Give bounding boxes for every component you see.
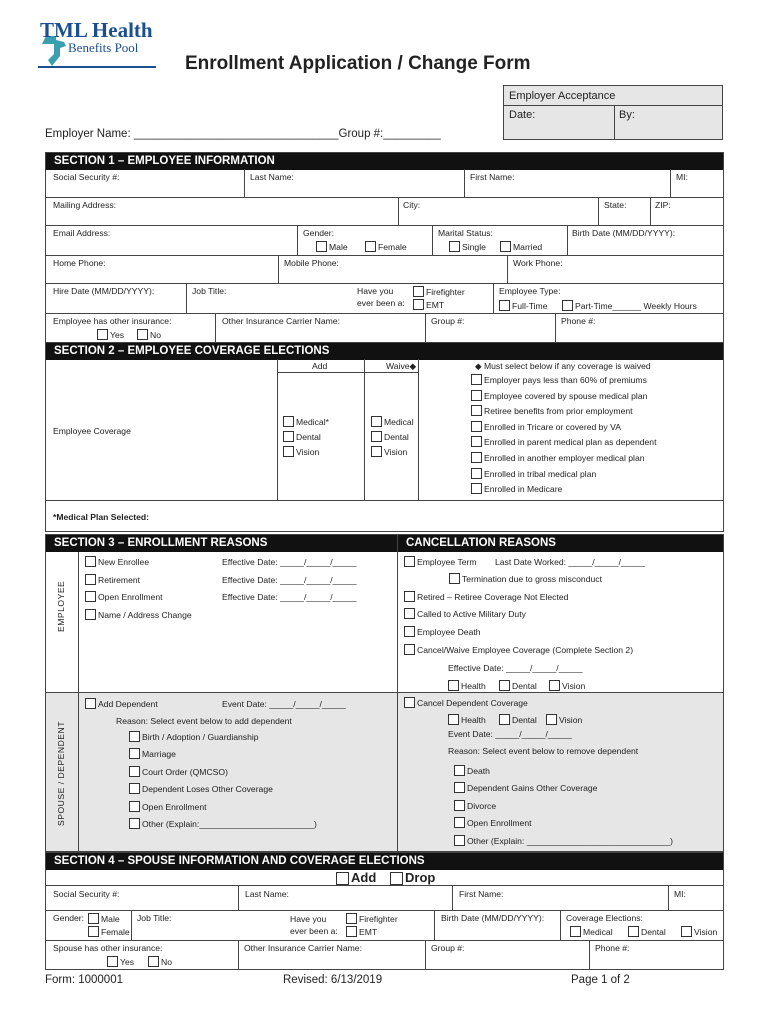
spouse-mi-label[interactable]: MI: [674,889,686,899]
male-checkbox[interactable] [316,241,327,252]
ever-been-label: ever been a: [357,298,405,308]
married-option[interactable]: Married [500,241,542,252]
enroll-reason-option[interactable] [85,574,140,585]
spouse-gender-label: Gender: [53,913,85,923]
add-coverage-option[interactable] [283,416,329,427]
enroll-reason-label: New Enrollee [98,557,150,567]
dep-health-option[interactable]: Health [448,714,486,725]
male-option[interactable]: Male [316,241,348,252]
no-checkbox[interactable] [137,329,148,340]
retired-checkbox[interactable] [404,591,415,602]
single-checkbox[interactable] [449,241,460,252]
enroll-reason-option[interactable] [85,609,192,620]
spouse-other-ins-label: Spouse has other insurance: [53,943,163,953]
part-time-option[interactable]: Part-Time______ Weekly Hours [562,300,697,311]
spouse-job-label[interactable]: Job Title: [137,913,172,923]
spouse-emt-option[interactable]: EMT [346,926,377,937]
add-event-checkbox[interactable] [129,766,140,777]
cancel-dependent-option[interactable]: Cancel Dependent Coverage [404,697,528,708]
last-name-label[interactable]: Last Name: [250,172,294,182]
section3-title: SECTION 3 – ENROLLMENT REASONS [46,535,398,552]
effective-date-field[interactable]: Effective Date: _____/_____/_____ [222,557,357,567]
married-checkbox[interactable] [500,241,511,252]
spouse-drop-option[interactable]: Drop [390,870,435,885]
add-event-checkbox[interactable] [129,748,140,759]
emt-option[interactable]: EMT [413,299,444,310]
waive-reason-checkbox[interactable] [471,405,482,416]
waive-reason-checkbox[interactable] [471,483,482,494]
waive-reason-option[interactable] [471,483,562,494]
remove-event-label: Death [467,766,490,776]
firefighter-checkbox[interactable] [413,286,424,297]
spouse-dependent-vertical-label: SPOUSE / DEPENDENT [56,721,66,826]
section2-title: SECTION 2 – EMPLOYEE COVERAGE ELECTIONS [46,343,723,360]
remove-event-option[interactable] [454,800,496,811]
add-event-checkbox[interactable] [129,818,140,829]
add-coverage-label: Medical* [296,417,329,427]
add-event-option[interactable] [129,818,317,829]
remove-event-label: Dependent Gains Other Coverage [467,783,598,794]
spouse-yes-checkbox[interactable] [107,956,118,967]
acceptance-by-label[interactable]: By: [619,109,635,121]
enroll-reason-checkbox[interactable] [85,556,96,567]
employee-term-checkbox[interactable] [404,556,415,567]
first-name-label[interactable]: First Name: [470,172,515,182]
waive-reason-label: Enrolled in Medicare [484,484,563,495]
spouse-emt-checkbox[interactable] [346,926,357,937]
mi-label[interactable]: MI: [676,172,688,182]
waive-coverage-label: Dental [384,432,409,442]
effective-date-field[interactable]: Effective Date: _____/_____/_____ [222,574,357,585]
spouse-add-option[interactable]: Add [336,870,376,885]
waive-coverage-checkbox[interactable] [371,416,382,427]
event-date-remove[interactable]: Event Date: _____/_____/_____ [448,729,572,739]
add-dependent-option[interactable]: Add Dependent [85,698,158,709]
page-number: Page 1 of 2 [571,974,630,986]
remove-event-label: Open Enrollment [467,818,532,829]
add-event-checkbox[interactable] [129,801,140,812]
waive-coverage-checkbox[interactable] [371,446,382,457]
phone-label[interactable]: Phone #: [561,316,596,326]
employee-coverage-label: Employee Coverage [53,426,131,436]
spouse-vision-checkbox[interactable] [681,926,692,937]
emt-checkbox[interactable] [413,299,424,310]
ssn-label[interactable]: Social Security #: [53,172,120,182]
dental-checkbox[interactable] [499,680,510,691]
spouse-birth-label[interactable]: Birth Date (MM/DD/YYYY): [441,913,545,923]
city-label[interactable]: City: [403,200,421,210]
enroll-reason-checkbox[interactable] [85,591,96,602]
yes-checkbox[interactable] [97,329,108,340]
waive-coverage-label: Medical [384,417,414,427]
enroll-reason-checkbox[interactable] [85,609,96,620]
health-checkbox[interactable] [448,680,459,691]
spouse-female-checkbox[interactable] [88,926,99,937]
spouse-ever-been: ever been a: [290,926,338,936]
military-checkbox[interactable] [404,608,415,619]
remove-event-label: Other (Explain: ______________________________) [467,835,673,846]
waive-reason-label: Employer pays less than 60% of premiums [484,375,647,385]
employee-type-label: Employee Type: [499,286,561,296]
enroll-reason-option[interactable] [85,556,149,567]
cancel-vision-option[interactable]: Vision [549,680,585,691]
add-event-label: Dependent Loses Other Coverage [142,784,273,795]
add-event-option[interactable] [129,748,176,759]
state-label[interactable]: State: [604,200,627,210]
reason-add-label: Reason: Select event below to add dependent [116,716,292,726]
acceptance-title: Employer Acceptance [509,90,616,102]
employer-acceptance-box [503,85,723,140]
employer-name-line[interactable]: Employer Name: ________________________________Group #:_________ [45,128,441,140]
employee-death-checkbox[interactable] [404,626,415,637]
cancel-waive-option[interactable]: Cancel/Waive Employee Coverage (Complete Section 2) [404,644,633,655]
section4-title: SECTION 4 – SPOUSE INFORMATION AND COVERAGE ELECTIONS [46,853,723,870]
firefighter-option[interactable]: Firefighter [413,286,465,297]
spouse-male-option[interactable]: Male [88,913,120,924]
waive-reason-option[interactable] [471,374,647,385]
dep-vision-option[interactable]: Vision [546,714,582,725]
carrier-label[interactable]: Other Insurance Carrier Name: [222,316,340,326]
spouse-vision-option[interactable]: Vision [681,926,717,937]
waive-coverage-option[interactable] [371,416,414,427]
waive-reason-checkbox[interactable] [471,374,482,385]
waive-reason-option[interactable] [471,468,596,479]
add-event-label: Marriage [142,749,176,760]
remove-event-checkbox[interactable] [454,835,465,846]
military-option[interactable]: Called to Active Military Duty [404,608,526,619]
spouse-dental-checkbox[interactable] [628,926,639,937]
cancel-health-option[interactable]: Health [448,680,486,691]
email-label[interactable]: Email Address: [53,228,111,238]
waive-reason-option[interactable] [471,436,656,447]
cancel-dental-option[interactable]: Dental [499,680,537,691]
waive-coverage-checkbox[interactable] [371,431,382,442]
waive-coverage-option[interactable] [371,446,407,457]
add-coverage-label: Dental [296,432,321,442]
waive-coverage-label: Vision [384,447,408,457]
coverage-elections-label: Coverage Elections: [566,913,643,923]
waive-note: ◆ Must select below if any coverage is waived [475,361,651,371]
full-time-option[interactable]: Full-Time [499,300,548,311]
effective-date-field[interactable]: Effective Date: _____/_____/_____ [222,592,357,602]
waive-reason-checkbox[interactable] [471,421,482,432]
logo-line2: Benefits Pool [68,40,139,55]
add-event-option[interactable] [129,783,273,794]
spouse-male-checkbox[interactable] [88,913,99,924]
spouse-medical-checkbox[interactable] [570,926,581,937]
cancel-waive-checkbox[interactable] [404,644,415,655]
waive-reason-label: Retiree benefits from prior employment [484,406,633,417]
cancellation-title: CANCELLATION REASONS [398,535,723,552]
have-you-label: Have you [357,286,394,296]
work-phone-label[interactable]: Work Phone: [513,258,563,268]
enroll-reason-label: Retirement [98,574,141,585]
group-label[interactable]: Group #: [431,316,465,326]
spouse-phone-label[interactable]: Phone #: [595,943,630,953]
remove-event-option[interactable] [454,782,597,793]
waive-reason-option[interactable] [471,421,621,432]
spouse-firefighter-option[interactable]: Firefighter [346,913,398,924]
add-coverage-checkbox[interactable] [283,446,294,457]
gross-misconduct-option[interactable]: Termination due to gross misconduct [449,573,602,584]
waive-reason-checkbox[interactable] [471,436,482,447]
logo-line1: TML Health [40,18,153,42]
dep-health-checkbox[interactable] [448,714,459,725]
remove-event-label: Divorce [467,800,497,811]
full-time-checkbox[interactable] [499,300,510,311]
dep-dental-checkbox[interactable] [499,714,510,725]
gross-misconduct-checkbox[interactable] [449,573,460,584]
form-number: Form: 1000001 [45,974,123,986]
spouse-drop-checkbox[interactable] [390,872,403,885]
spouse-no-checkbox[interactable] [148,956,159,967]
add-dependent-checkbox[interactable] [85,698,96,709]
spouse-female-option[interactable]: Female [88,926,130,937]
waive-reason-label: Enrolled in tribal medical plan [484,468,597,479]
hire-date-label[interactable]: Hire Date (MM/DD/YYYY): [53,286,155,296]
employee-death-option[interactable]: Employee Death [404,626,481,637]
add-event-checkbox[interactable] [129,731,140,742]
waive-reason-label: Enrolled in Tricare or covered by VA [484,421,621,432]
remove-event-option[interactable] [454,835,673,846]
female-checkbox[interactable] [365,241,376,252]
add-event-label: Court Order (QMCSO) [142,766,228,777]
remove-event-option[interactable] [454,765,490,776]
medical-plan-selected-label[interactable]: *Medical Plan Selected: [53,512,149,522]
waive-reason-option[interactable] [471,405,633,416]
add-event-label: Birth / Adoption / Guardianship [142,732,259,742]
spouse-ins-no[interactable]: No [148,956,172,967]
other-ins-yes[interactable]: Yes [97,329,124,340]
enroll-reason-option[interactable] [85,591,163,602]
enroll-reason-label: Open Enrollment [98,592,163,602]
last-date-worked[interactable]: Last Date Worked: _____/_____/_____ [495,557,645,567]
spouse-last-label[interactable]: Last Name: [245,889,289,899]
retired-option[interactable]: Retired – Retiree Coverage Not Elected [404,591,568,602]
waive-reason-label: Enrolled in parent medical plan as dependent [484,437,657,448]
remove-event-checkbox[interactable] [454,782,465,793]
add-coverage-label: Vision [296,447,320,457]
spouse-first-label[interactable]: First Name: [459,889,504,899]
mailing-label[interactable]: Mailing Address: [53,200,117,210]
add-event-label: Other (Explain:________________________) [142,819,317,829]
add-event-checkbox[interactable] [129,783,140,794]
waive-reason-option[interactable] [471,452,645,463]
other-insurance-label: Employee has other insurance: [53,316,172,326]
waive-reason-checkbox[interactable] [471,390,482,401]
add-event-option[interactable] [129,801,207,812]
remove-event-checkbox[interactable] [454,817,465,828]
vision-checkbox[interactable] [549,680,560,691]
spouse-firefighter-checkbox[interactable] [346,913,357,924]
reason-remove-label: Reason: Select event below to remove dependent [448,746,639,756]
remove-event-option[interactable] [454,817,532,828]
other-ins-no[interactable]: No [137,329,161,340]
enroll-reason-checkbox[interactable] [85,574,96,585]
add-event-option[interactable] [129,766,228,777]
waive-reason-label: Employee covered by spouse medical plan [484,390,648,401]
spouse-add-checkbox[interactable] [336,872,349,885]
employee-vertical-label: EMPLOYEE [56,580,66,632]
enroll-reason-label: Name / Address Change [98,609,192,620]
spouse-carrier-label[interactable]: Other Insurance Carrier Name: [244,943,362,953]
section1-title: SECTION 1 – EMPLOYEE INFORMATION [46,153,723,170]
marital-label: Marital Status: [438,228,493,238]
waive-reason-checkbox[interactable] [471,452,482,463]
single-option[interactable]: Single [449,241,486,252]
spouse-ssn-label[interactable]: Social Security #: [53,889,120,899]
waive-reason-label: Enrolled in another employer medical plan [484,453,645,463]
cancel-effective-date[interactable]: Effective Date: _____/_____/_____ [448,663,583,673]
spouse-dental-option[interactable]: Dental [628,926,666,937]
spouse-group-label[interactable]: Group #: [431,943,465,953]
cancel-dependent-checkbox[interactable] [404,697,415,708]
job-title-label[interactable]: Job Title: [192,286,227,296]
mobile-phone-label[interactable]: Mobile Phone: [284,258,339,268]
dep-dental-option[interactable]: Dental [499,714,537,725]
birth-date-label[interactable]: Birth Date (MM/DD/YYYY): [572,228,676,238]
waive-coverage-option[interactable] [371,431,409,442]
add-event-option[interactable] [129,731,259,742]
remove-event-checkbox[interactable] [454,765,465,776]
add-coverage-option[interactable] [283,431,321,442]
female-option[interactable]: Female [365,241,407,252]
waive-reason-option[interactable] [471,390,647,401]
add-coverage-option[interactable] [283,446,319,457]
gender-label: Gender: [303,228,335,238]
spouse-have-you: Have you [290,914,327,924]
add-coverage-checkbox[interactable] [283,431,294,442]
add-coverage-checkbox[interactable] [283,416,294,427]
remove-event-checkbox[interactable] [454,800,465,811]
employee-term-option[interactable]: Employee Term [404,556,477,567]
part-time-checkbox[interactable] [562,300,573,311]
dep-vision-checkbox[interactable] [546,714,557,725]
zip-label[interactable]: ZIP: [655,200,671,210]
revised-date: Revised: 6/13/2019 [283,974,383,986]
page-title: Enrollment Application / Change Form [185,53,531,74]
tml-logo [38,18,156,70]
event-date-add[interactable]: Event Date: _____/_____/_____ [222,699,346,709]
spouse-medical-option[interactable]: Medical [570,926,613,937]
acceptance-date-label[interactable]: Date: [509,109,536,121]
spouse-ins-yes[interactable]: Yes [107,956,134,967]
waive-header: Waive◆ [386,361,417,371]
add-header: Add [312,361,328,371]
home-phone-label[interactable]: Home Phone: [53,258,106,268]
waive-reason-checkbox[interactable] [471,468,482,479]
add-event-label: Open Enrollment [142,801,207,812]
